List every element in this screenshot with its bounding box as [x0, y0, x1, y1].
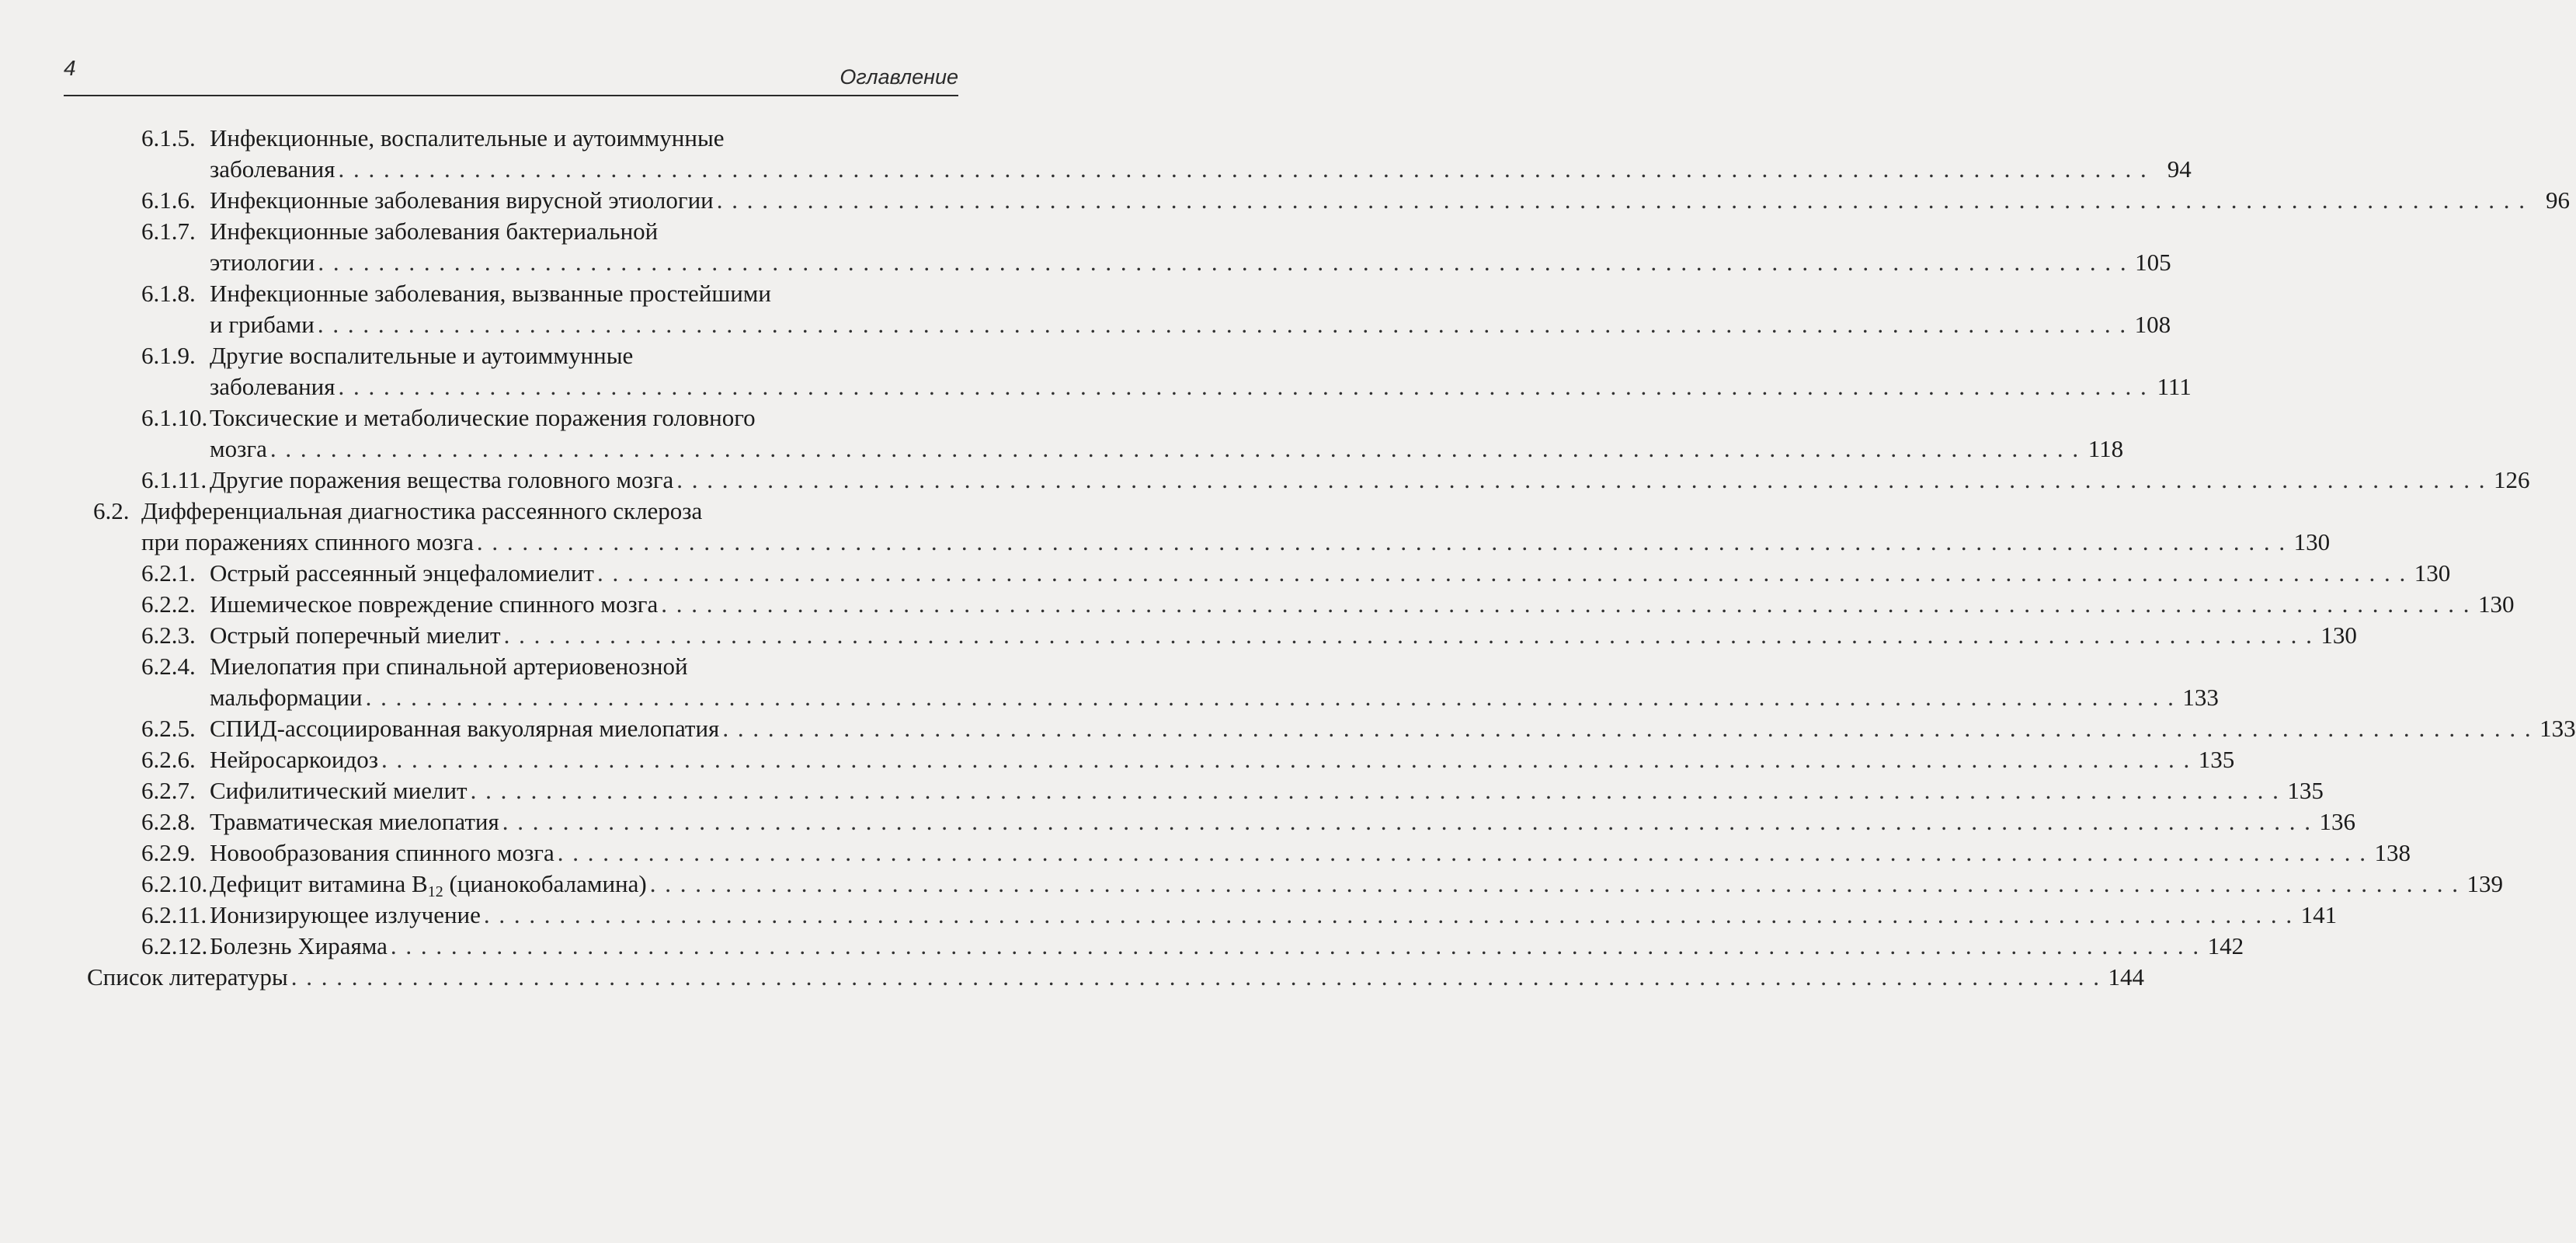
- toc-entry: [87, 589, 2515, 620]
- toc-entry-title: Болезнь Хираяма: [210, 932, 388, 959]
- dot-leader: . . . . . . . . . . . . . . . . . . . . . . . . . . . . . . . . . . . . . . . . . . . . . . . . . . . . . . . . . . . . . . . . . . . . . . . . . . . . . . . . . . . . . . . . . . . . . . . . . . . . . . . . . . . . . . . . . . . . . . . .: [470, 777, 2280, 804]
- toc-entry-title: СПИД-ассоциированная вакуолярная миелопатия: [210, 715, 720, 742]
- toc-entry-number: 6.2.4.: [141, 653, 196, 680]
- toc-entry-number: 6.1.5.: [141, 124, 196, 151]
- toc-page-number: 96: [2546, 186, 2571, 214]
- dot-leader: . . . . . . . . . . . . . . . . . . . . . . . . . . . . . . . . . . . . . . . . . . . . . . . . . . . . . . . . . . . . . . . . . . . . . . . . . . . . . . . . . . . . . . . . . . . . . . . . . . . . . . . . . . . . . . . . . . . . . . . .: [483, 901, 2294, 928]
- toc-entry-title: Токсические и метаболические поражения головного: [210, 404, 756, 431]
- toc-entry-title: Инфекционные, воспалительные и аутоиммунные: [210, 124, 725, 151]
- toc-entry-title: Список литературы: [87, 963, 288, 991]
- toc-entry-number: 6.1.6.: [141, 186, 196, 214]
- toc-entry: [87, 806, 2355, 837]
- toc-entry-title: Другие поражения вещества головного мозга: [210, 466, 674, 493]
- toc-entry: [87, 744, 2235, 775]
- dot-leader: . . . . . . . . . . . . . . . . . . . . . . . . . . . . . . . . . . . . . . . . . . . . . . . . . . . . . . . . . . . . . . . . . . . . . . . . . . . . . . . . . . . . . . . . . . . . . . . . . . . . . . . . . . . . . . . . . . . . . . . .: [676, 466, 2487, 493]
- toc-entry: [87, 962, 2144, 993]
- toc-entry-title: Другие воспалительные и аутоиммунные: [210, 342, 634, 369]
- dot-leader: . . . . . . . . . . . . . . . . . . . . . . . . . . . . . . . . . . . . . . . . . . . . . . . . . . . . . . . . . . . . . . . . . . . . . . . . . . . . . . . . . . . . . . . . . . . . . . . . . . . . . . . . . . . . . . . . . . . . . . . .: [503, 622, 2314, 649]
- toc-page-number: 130: [2478, 590, 2515, 618]
- toc-entry: [87, 123, 2192, 185]
- toc-page-number: 130: [2414, 559, 2451, 587]
- toc-entry: [87, 775, 2324, 806]
- toc-entry-title: Дифференциальная диагностика рассеянного склероза: [141, 497, 703, 524]
- toc-entry: [87, 931, 2244, 962]
- dot-leader: . . . . . . . . . . . . . . . . . . . . . . . . . . . . . . . . . . . . . . . . . . . . . . . . . . . . . . . . . . . . . . . . . . . . . . . . . . . . . . . . . . . . . . . . . . . . . . . . . . . . . . . . . . . . . . . . . . . . . . . .: [596, 559, 2407, 587]
- toc-entry-title: и грибами: [210, 311, 315, 338]
- toc-entry-title: Инфекционные заболевания, вызванные простейшими: [210, 280, 772, 307]
- toc-entry: [87, 900, 2338, 931]
- toc-entry-title: заболевания: [210, 373, 335, 400]
- toc-page-number: 111: [2157, 373, 2192, 400]
- toc-entry-title: Инфекционные заболевания бактериальной: [210, 218, 659, 245]
- toc-entry-title: Острый рассеянный энцефаломиелит: [210, 559, 594, 587]
- dot-leader: . . . . . . . . . . . . . . . . . . . . . . . . . . . . . . . . . . . . . . . . . . . . . . . . . . . . . . . . . . . . . . . . . . . . . . . . . . . . . . . . . . . . . . . . . . . . . . . . . . . . . . . . . . . . . . . . . . . . . . . .: [269, 435, 2081, 462]
- toc-entry-number: 6.1.9.: [141, 342, 196, 369]
- dot-leader: . . . . . . . . . . . . . . . . . . . . . . . . . . . . . . . . . . . . . . . . . . . . . . . . . . . . . . . . . . . . . . . . . . . . . . . . . . . . . . . . . . . . . . . . . . . . . . . . . . . . . . . . . . . . . . . . . . . . . . . .: [365, 684, 2175, 711]
- toc-page-number: 126: [2494, 466, 2530, 493]
- toc-entry-number: 6.1.10.: [141, 404, 208, 431]
- toc-page-number: 130: [2293, 528, 2331, 555]
- toc-entry: [87, 651, 2219, 713]
- toc-entry: [87, 340, 2192, 402]
- toc-entry: [87, 402, 2124, 465]
- toc-entry: [87, 278, 2171, 340]
- toc-entry-number: 6.2.11.: [141, 901, 207, 928]
- toc-entry-number: 6.2.9.: [141, 839, 196, 866]
- toc-entry-number: 6.2.: [93, 497, 130, 524]
- dot-leader: . . . . . . . . . . . . . . . . . . . . . . . . . . . . . . . . . . . . . . . . . . . . . . . . . . . . . . . . . . . . . . . . . . . . . . . . . . . . . . . . . . . . . . . . . . . . . . . . . . . . . . . . . . . . . . . . . . . . . . . .: [476, 528, 2287, 555]
- toc-page-number: 108: [2134, 311, 2171, 338]
- toc-entry-title: Инфекционные заболевания вирусной этиологии: [210, 186, 714, 214]
- dot-leader: . . . . . . . . . . . . . . . . . . . . . . . . . . . . . . . . . . . . . . . . . . . . . . . . . . . . . . . . . . . . . . . . . . . . . . . . . . . . . . . . . . . . . . . . . . . . . . . . . . . . . . . . . . . . . . . . . . . . . . . .: [390, 932, 2201, 959]
- toc-entry: [87, 713, 2576, 744]
- toc-page-number: 133: [2182, 684, 2219, 711]
- dot-leader: . . . . . . . . . . . . . . . . . . . . . . . . . . . . . . . . . . . . . . . . . . . . . . . . . . . . . . . . . . . . . . . . . . . . . . . . . . . . . . . . . . . . . . . . . . . . . . . . . . . . . . . . . . . . . . . . . . . . . . . .: [716, 186, 2527, 214]
- toc-page-number: 105: [2135, 249, 2171, 276]
- dot-leader: . . . . . . . . . . . . . . . . . . . . . . . . . . . . . . . . . . . . . . . . . . . . . . . . . . . . . . . . . . . . . . . . . . . . . . . . . . . . . . . . . . . . . . . . . . . . . . . . . . . . . . . . . . . . . . . . . . . . . . . .: [661, 590, 2471, 618]
- toc-entry-title: Дефицит витамина $B_{12}$ (цианокобаламина): [210, 870, 647, 900]
- dot-leader: . . . . . . . . . . . . . . . . . . . . . . . . . . . . . . . . . . . . . . . . . . . . . . . . . . . . . . . . . . . . . . . . . . . . . . . . . . . . . . . . . . . . . . . . . . . . . . . . . . . . . . . . . . . . . . . . . . . . . . . .: [722, 715, 2533, 742]
- toc-entry-title: при поражениях спинного мозга: [141, 528, 474, 555]
- toc-entry-number: 6.2.8.: [141, 808, 196, 835]
- toc-entry: [87, 869, 2503, 900]
- toc-entry-title: Новообразования спинного мозга: [210, 839, 554, 866]
- toc-page-number: 135: [2287, 777, 2324, 804]
- toc-entry-title: этиологии: [210, 249, 315, 276]
- toc-entry: [87, 558, 2451, 589]
- toc-entry-title: Острый поперечный миелит: [210, 622, 501, 649]
- toc-entry-number: 6.1.8.: [141, 280, 196, 307]
- toc-page-number: 141: [2300, 901, 2338, 928]
- dot-leader: . . . . . . . . . . . . . . . . . . . . . . . . . . . . . . . . . . . . . . . . . . . . . . . . . . . . . . . . . . . . . . . . . . . . . . . . . . . . . . . . . . . . . . . . . . . . . . . . . . . . . . . . . . . . . . . . . . . . . . . .: [338, 373, 2148, 400]
- toc-page-number: 118: [2088, 435, 2124, 462]
- dot-leader: . . . . . . . . . . . . . . . . . . . . . . . . . . . . . . . . . . . . . . . . . . . . . . . . . . . . . . . . . . . . . . . . . . . . . . . . . . . . . . . . . . . . . . . . . . . . . . . . . . . . . . . . . . . . . . . . . . . . . . . .: [649, 870, 2460, 897]
- toc-entry-title: мозга: [210, 435, 267, 462]
- toc-entry-number: 6.2.7.: [141, 777, 196, 804]
- toc-entry-number: 6.1.11.: [141, 466, 207, 493]
- dot-leader: . . . . . . . . . . . . . . . . . . . . . . . . . . . . . . . . . . . . . . . . . . . . . . . . . . . . . . . . . . . . . . . . . . . . . . . . . . . . . . . . . . . . . . . . . . . . . . . . . . . . . . . . . . . . . . . . . . . . . . . .: [557, 839, 2367, 866]
- toc-page-number: 135: [2198, 746, 2235, 773]
- toc-entry-number: 6.2.6.: [141, 746, 196, 773]
- toc-entry: [87, 465, 2530, 496]
- dot-leader: . . . . . . . . . . . . . . . . . . . . . . . . . . . . . . . . . . . . . . . . . . . . . . . . . . . . . . . . . . . . . . . . . . . . . . . . . . . . . . . . . . . . . . . . . . . . . . . . . . . . . . . . . . . . . . . . . . . . . . . .: [318, 249, 2128, 276]
- toc-entry: [87, 496, 2331, 558]
- toc-page-number: 139: [2466, 870, 2503, 897]
- toc-page-number: 142: [2207, 932, 2244, 959]
- toc-entry-number: 6.2.1.: [141, 559, 196, 587]
- toc-page-number: 94: [2167, 155, 2192, 183]
- toc-page-number: 138: [2374, 839, 2411, 866]
- dot-leader: . . . . . . . . . . . . . . . . . . . . . . . . . . . . . . . . . . . . . . . . . . . . . . . . . . . . . . . . . . . . . . . . . . . . . . . . . . . . . . . . . . . . . . . . . . . . . . . . . . . . . . . . . . . . . . . . . . . . . . . .: [381, 746, 2192, 773]
- toc-entry: [87, 216, 2171, 278]
- table-of-contents: [87, 123, 2576, 993]
- page-header: [64, 56, 958, 96]
- dot-leader: . . . . . . . . . . . . . . . . . . . . . . . . . . . . . . . . . . . . . . . . . . . . . . . . . . . . . . . . . . . . . . . . . . . . . . . . . . . . . . . . . . . . . . . . . . . . . . . . . . . . . . . . . . . . . . . . . . . . . . . .: [502, 808, 2312, 835]
- toc-entry: [87, 185, 2571, 216]
- toc-entry-number: 6.2.12.: [141, 932, 208, 959]
- toc-page-number: 133: [2539, 715, 2576, 742]
- toc-entry-title: Нейросаркоидоз: [210, 746, 378, 773]
- toc-entry-number: 6.2.5.: [141, 715, 196, 742]
- toc-entry: [87, 837, 2411, 869]
- toc-entry-title: Травматическая миелопатия: [210, 808, 499, 835]
- toc-entry-number: 6.2.10.: [141, 870, 208, 897]
- toc-page-number: 144: [2108, 963, 2144, 991]
- toc-entry-title: Миелопатия при спинальной артериовенозной: [210, 653, 688, 680]
- toc-entry-number: 6.2.3.: [141, 622, 196, 649]
- toc-page-number: 136: [2319, 808, 2355, 835]
- toc-entry-title: Ионизирующее излучение: [210, 901, 481, 928]
- dot-leader: . . . . . . . . . . . . . . . . . . . . . . . . . . . . . . . . . . . . . . . . . . . . . . . . . . . . . . . . . . . . . . . . . . . . . . . . . . . . . . . . . . . . . . . . . . . . . . . . . . . . . . . . . . . . . . . . . . . . . . . .: [338, 155, 2148, 183]
- toc-entry-title: заболевания: [210, 155, 335, 183]
- dot-leader: . . . . . . . . . . . . . . . . . . . . . . . . . . . . . . . . . . . . . . . . . . . . . . . . . . . . . . . . . . . . . . . . . . . . . . . . . . . . . . . . . . . . . . . . . . . . . . . . . . . . . . . . . . . . . . . . . . . . . . . .: [290, 963, 2101, 991]
- toc-entry-title: Ишемическое повреждение спинного мозга: [210, 590, 659, 618]
- toc-entry: [87, 620, 2357, 651]
- toc-page-number: 130: [2320, 622, 2357, 649]
- toc-entry-title: Сифилитический миелит: [210, 777, 468, 804]
- toc-entry-title: мальформации: [210, 684, 363, 711]
- toc-entry-number: 6.1.7.: [141, 218, 196, 245]
- dot-leader: . . . . . . . . . . . . . . . . . . . . . . . . . . . . . . . . . . . . . . . . . . . . . . . . . . . . . . . . . . . . . . . . . . . . . . . . . . . . . . . . . . . . . . . . . . . . . . . . . . . . . . . . . . . . . . . . . . . . . . . .: [317, 311, 2128, 338]
- running-title: Оглавление: [840, 65, 958, 89]
- toc-entry-number: 6.2.2.: [141, 590, 196, 618]
- page-number: 4: [64, 56, 76, 80]
